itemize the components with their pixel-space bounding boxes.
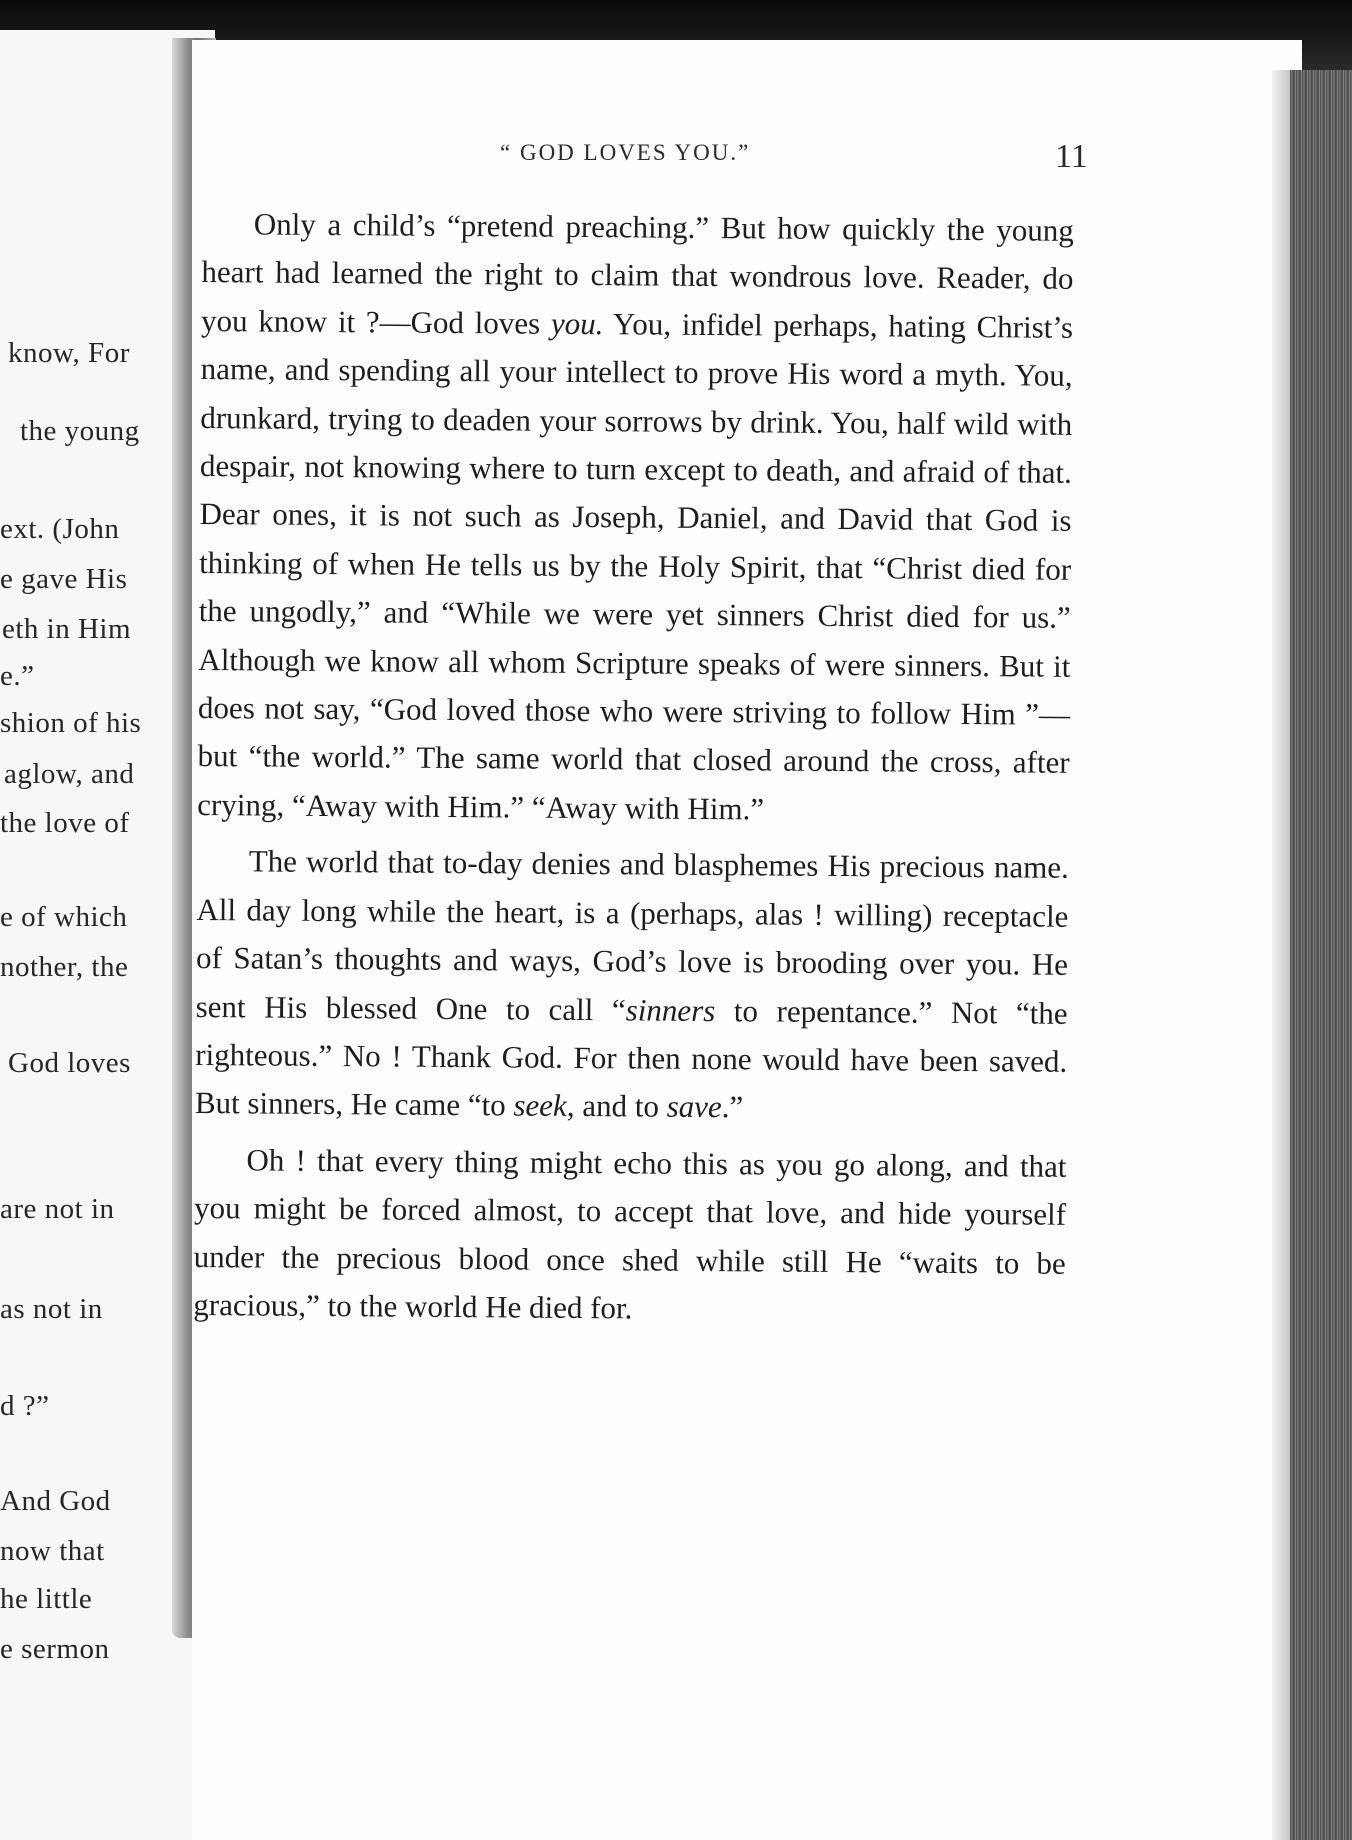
body-text (193, 200, 1074, 1336)
paragraph (193, 1136, 1066, 1336)
running-head: “ GOD LOVES YOU.” (500, 140, 751, 165)
paragraph-text: Only a child’s “pretend preaching.” But how quickly the young heart had learned the right to claim that wondrous love. Reader, do you know it ?—God loves (200, 206, 1074, 341)
left-page-line: e of which (0, 901, 128, 933)
paragraph (197, 200, 1074, 836)
left-page-line: know, For (8, 337, 130, 369)
left-page-line: nother, the (0, 951, 129, 983)
emphasis-text: sinners (625, 991, 716, 1028)
left-page-line: God loves (8, 1047, 131, 1079)
paragraph-text: , and to (566, 1088, 667, 1124)
left-page-line: And God (0, 1485, 111, 1517)
paragraph-text: Oh ! that every thing might echo this as you go along, and that you might be forced almost, to accept that love, and hide yourself under the precious blood once shed while still He “waits to be gracious,” to the world He died for. (193, 1142, 1067, 1326)
paragraph-text: The world that to-day denies and blasphemes His precious name. All day long while the heart, is a (perhaps, alas ! willing) receptacle of Satan’s thoughts and ways, God’s love is brooding over you. He sent His blessed One to call “ (195, 843, 1069, 1027)
left-page-line: are not in (0, 1193, 115, 1225)
book-page-edges (1290, 70, 1352, 1840)
left-page-line: e sermon (0, 1633, 110, 1665)
emphasis-text: seek (513, 1087, 567, 1124)
emphasis-text: save (666, 1088, 722, 1125)
left-page-line: e gave His (0, 563, 128, 595)
left-page-line: he little (0, 1583, 93, 1615)
left-page-line: the love of (0, 807, 130, 839)
emphasis-text: you. (550, 305, 604, 341)
left-page-line: aglow, and (4, 758, 135, 790)
left-page-line: e.” (0, 660, 35, 692)
left-page-line: eth in Him (2, 613, 132, 645)
paragraph-text: to repentance.” Not “the righteous.” No ! Thank God. For then none would have been saved. But sinners, He came “to (194, 992, 1068, 1123)
left-page-line: shion of his (0, 707, 142, 739)
left-page-line: as not in (0, 1293, 103, 1325)
paragraph-text: You, infidel perhaps, hating Christ’s name, and spending all your intellect to prove His word a myth. You, drunkard, trying to deaden your sorrows by drink. You, half wild with despair, not knowing where to turn except to death, and afraid of that. Dear ones, it is not such as Joseph, Daniel, and David that God is thinking of when He tells us by the Holy Spirit, that “Christ died for the ungodly,” and “While we were yet sinners Christ died for us.” Although we know all whom Scripture speaks of were sinners. But it does not say, “God loved those who were striving to follow Him ”—but “the world.” The same world that closed around the cross, after crying, “Away with Him.” “Away with Him.” (197, 305, 1074, 827)
left-page-line: d ?” (0, 1390, 50, 1422)
paragraph (195, 837, 1069, 1134)
left-page-line: ext. (John (0, 513, 120, 545)
left-page-line: the young (20, 415, 140, 447)
left-page-line: now that (0, 1535, 105, 1567)
paragraph-text: .” (721, 1089, 744, 1125)
page-number: 11 (1055, 138, 1088, 175)
